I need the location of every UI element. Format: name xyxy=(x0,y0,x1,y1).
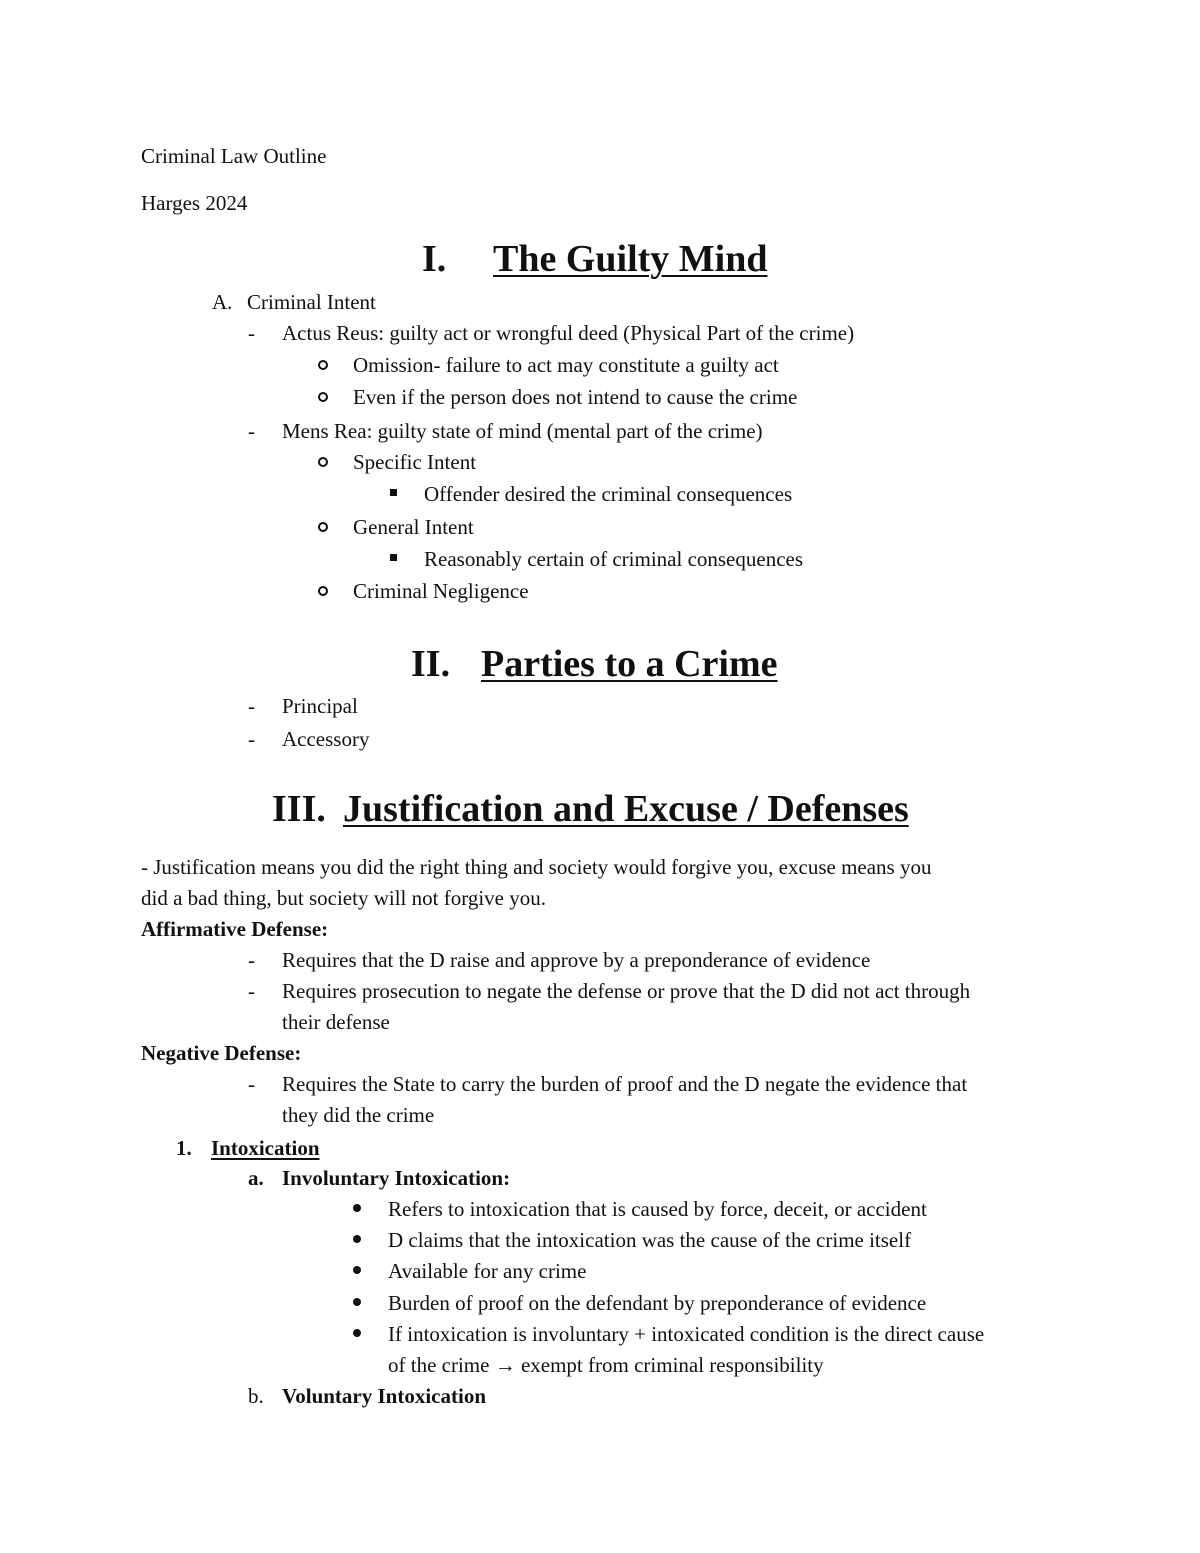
disc-bullet-icon xyxy=(353,1298,361,1306)
list-item: Requires that the D raise and approve by a preponderance of evidence xyxy=(282,948,871,972)
list-item: Criminal Negligence xyxy=(353,579,529,603)
section-title: Parties to a Crime xyxy=(481,643,778,685)
numbered-marker: 1. xyxy=(176,1136,192,1160)
involuntary-intoxication-label: Involuntary Intoxication: xyxy=(282,1166,511,1190)
paragraph-line: did a bad thing, but society will not forgive you. xyxy=(141,886,546,910)
circle-bullet-icon xyxy=(318,522,328,532)
circle-bullet-icon xyxy=(318,360,328,370)
section-heading-3 xyxy=(272,790,952,834)
intoxication-heading: Intoxication xyxy=(211,1136,320,1160)
section-numeral: III. xyxy=(272,788,326,830)
list-item: General Intent xyxy=(353,515,474,539)
list-item: Specific Intent xyxy=(353,450,477,474)
list-item: Refers to intoxication that is caused by force, deceit, or accident xyxy=(388,1197,927,1221)
dash-bullet: - xyxy=(248,727,255,751)
section-heading-2 xyxy=(411,645,831,689)
disc-bullet-icon xyxy=(353,1266,361,1274)
list-item-continuation: their defense xyxy=(282,1010,390,1034)
list-item: Available for any crime xyxy=(388,1259,587,1283)
section-heading-1 xyxy=(422,240,822,284)
section-numeral: II. xyxy=(411,643,451,685)
dash-bullet: - xyxy=(248,419,255,443)
list-item: Requires prosecution to negate the defense or prove that the D did not act through xyxy=(282,979,971,1003)
list-item: D claims that the intoxication was the cause of the crime itself xyxy=(388,1228,912,1252)
paragraph-line: - Justification means you did the right thing and society would forgive you, excuse means you xyxy=(141,855,932,879)
list-item: Even if the person does not intend to cause the crime xyxy=(353,385,798,409)
list-item: Omission- failure to act may constitute a guilty act xyxy=(353,353,779,377)
circle-bullet-icon xyxy=(318,457,328,467)
letter-marker: b. xyxy=(248,1384,264,1408)
list-item: Burden of proof on the defendant by preponderance of evidence xyxy=(388,1291,927,1315)
disc-bullet-icon xyxy=(353,1329,361,1337)
list-item: Reasonably certain of criminal consequences xyxy=(424,547,804,571)
list-item-continuation: they did the crime xyxy=(282,1103,435,1127)
dash-bullet: - xyxy=(248,321,255,345)
disc-bullet-icon xyxy=(353,1235,361,1243)
subsection-marker: A. xyxy=(212,290,233,314)
section-title: The Guilty Mind xyxy=(493,238,768,280)
section-numeral: I. xyxy=(422,238,447,280)
section-title: Justification and Excuse / Defenses xyxy=(343,788,909,830)
list-item: Actus Reus: guilty act or wrongful deed (Physical Part of the crime) xyxy=(282,321,855,345)
subsection-label: Criminal Intent xyxy=(247,290,376,314)
circle-bullet-icon xyxy=(318,392,328,402)
list-item: If intoxication is involuntary + intoxicated condition is the direct cause xyxy=(388,1322,985,1346)
author-line: Harges 2024 xyxy=(141,191,248,215)
letter-marker: a. xyxy=(248,1166,264,1190)
negative-defense-label: Negative Defense: xyxy=(141,1041,302,1065)
dash-bullet: - xyxy=(248,1072,255,1096)
affirmative-defense-label: Affirmative Defense: xyxy=(141,917,329,941)
list-item: Accessory xyxy=(282,727,370,751)
voluntary-intoxication-label: Voluntary Intoxication xyxy=(282,1384,487,1408)
list-item: Principal xyxy=(282,694,358,718)
list-item-continuation: of the crime → exempt from criminal responsibility xyxy=(388,1353,824,1377)
dash-bullet: - xyxy=(248,694,255,718)
circle-bullet-icon xyxy=(318,586,328,596)
list-item: Mens Rea: guilty state of mind (mental part of the crime) xyxy=(282,419,763,443)
dash-bullet: - xyxy=(248,979,255,1003)
list-item: Offender desired the criminal consequences xyxy=(424,482,793,506)
dash-bullet: - xyxy=(248,948,255,972)
square-bullet-icon xyxy=(390,554,397,561)
disc-bullet-icon xyxy=(353,1204,361,1212)
list-item: Requires the State to carry the burden of proof and the D negate the evidence that xyxy=(282,1072,968,1096)
square-bullet-icon xyxy=(390,489,397,496)
document-title: Criminal Law Outline xyxy=(141,144,327,168)
